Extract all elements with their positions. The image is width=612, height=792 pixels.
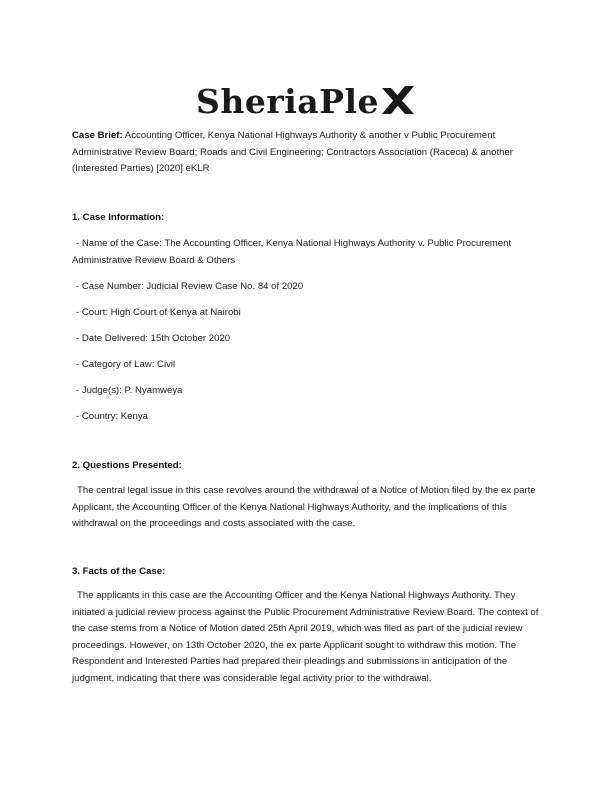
case-brief-text: Accounting Officer, Kenya National Highways Authority & another v Public Procurement Administrative Review Board; Roads and Civil Engineering; Contractors Association (Raceca) & another (Interested Parties) [2020] eKLR <box>72 130 513 174</box>
case-info-item: - Name of the Case: The Accounting Officer, Kenya National Highways Authority v. Public Procurement Administrative Review Board & Others <box>72 238 512 266</box>
case-info-item: - Court: High Court of Kenya at Nairobi <box>76 307 241 318</box>
case-info-item: - Judge(s): P. Nyamweya <box>76 385 183 396</box>
facts-of-the-case-text: The applicants in this case are the Accounting Officer and the Kenya National Highways Authority. They initiated a judicial review process against the Public Procurement Administrative Review Board. The context of the case stems from a Notice of Motion dated 25th April 2019, which was filed as part of the judicial review proceedings. However, on 13th October 2020, the ex parte Applicant sought to withdraw this motion. The Respondent and Interested Parties had prepared their pleadings and submissions in anticipation of the judgment, indicating that there was considerable legal activity prior to the withdrawal. <box>72 590 539 684</box>
case-brief-label: Case Brief: <box>72 130 123 141</box>
logo-x-mark-icon <box>380 86 416 116</box>
case-info-item: - Date Delivered: 15th October 2020 <box>76 333 231 344</box>
questions-presented-text: The central legal issue in this case revolves around the withdrawal of a Notice of Motion filed by the ex parte Applicant, the Accounting Officer of the Kenya National Highways Authority, and the implications of this withdrawal on the proceedings and costs associated with the case. <box>72 485 536 529</box>
section-heading-facts-of-the-case: 3. Facts of the Case: <box>72 566 166 577</box>
case-info-item: - Category of Law: Civil <box>76 359 176 370</box>
section-heading-questions-presented: 2. Questions Presented: <box>72 460 182 471</box>
logo-text: SheriaPle <box>196 81 379 121</box>
case-info-item: - Case Number: Judicial Review Case No. 84 of 2020 <box>76 281 304 292</box>
case-brief <box>72 128 547 178</box>
case-info-item: - Country: Kenya <box>76 411 148 422</box>
sheriaplex-logo <box>0 76 612 126</box>
section-heading-case-information: 1. Case Information: <box>72 212 165 223</box>
